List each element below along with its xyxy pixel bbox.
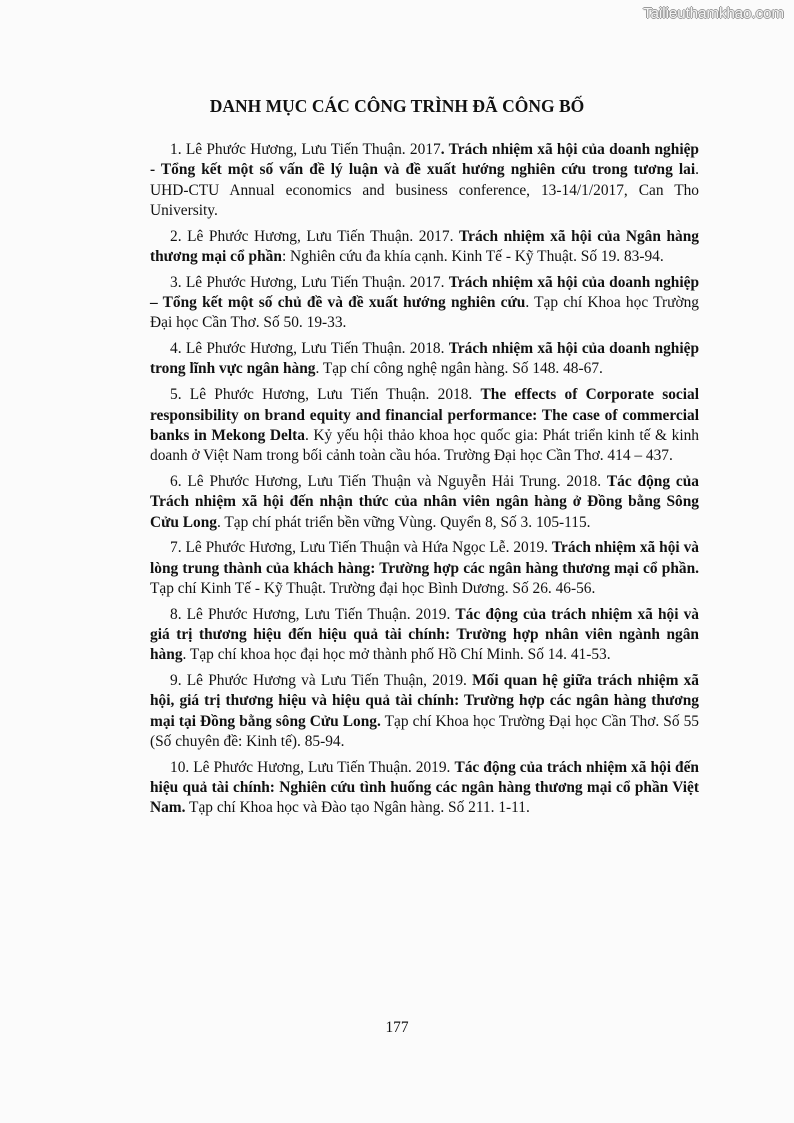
entry-source: . Tạp chí phát triển bền vững Vùng. Quyển 8, Số 3. 105-115. [216, 513, 591, 531]
entry-title: Mối quan hệ giữa trách nhiệm xã hội, giá trị thương hiệu và hiệu quả tài chính: Trường hợp các ngân hàng thương mại tại Đồng bằng sông Cửu Long. [150, 672, 699, 730]
entry-source: . Tạp chí công nghệ ngân hàng. Số 148. 48-67. [315, 360, 603, 378]
entry-authors: 5. Lê Phước Hương, Lưu Tiến Thuận. 2018. [170, 386, 481, 404]
entry-title: . Trách nhiệm xã hội của doanh nghiệp - Tổng kết một số vấn đề lý luận và đề xuất hướng nghiên cứu trong tương lai [150, 141, 699, 179]
entry-title: Trách nhiệm xã hội của doanh nghiệp trong lĩnh vực ngân hàng [150, 340, 700, 378]
entry-authors: 6. Lê Phước Hương, Lưu Tiến Thuận và Nguyễn Hải Trung. 2018. [170, 472, 607, 490]
entry-source: Tạp chí Khoa học và Đào tạo Ngân hàng. Số 211. 1-11. [185, 799, 530, 817]
watermark: Tailieuthamkhao.com [643, 5, 784, 22]
publication-entry [150, 472, 699, 533]
entry-source: Tạp chí Khoa học Trường Đại học Cần Thơ. Số 55 (Số chuyên đề: Kinh tế). 85-94. [150, 712, 699, 751]
entry-source: . Kỷ yếu hội thảo khoa học quốc gia: Phát triển kinh tế & kinh doanh ở Việt Nam trong bối cảnh toàn cầu hóa. Trường Đại học Cần Thơ. 414 – 437. [150, 426, 699, 465]
entry-source: . UHD-CTU Annual economics and business conference, 13-14/1/2017, Can Tho University. [150, 161, 699, 219]
entry-authors: 10. Lê Phước Hương, Lưu Tiến Thuận. 2019. [170, 758, 455, 776]
page-number: 177 [385, 1019, 409, 1036]
publication-list [150, 140, 699, 824]
entry-authors: 9. Lê Phước Hương và Lưu Tiến Thuận, 2019. [170, 672, 473, 690]
publication-entry [150, 385, 699, 466]
publication-entry [150, 671, 699, 752]
entry-title: Trách nhiệm xã hội của doanh nghiệp – Tổng kết một số chủ đề và đề xuất hướng nghiên cứu [150, 273, 700, 312]
entry-authors: 4. Lê Phước Hương, Lưu Tiến Thuận. 2018. [170, 340, 449, 358]
entry-source: Tạp chí Kinh Tế - Kỹ Thuật. Trường đại học Bình Dương. Số 26. 46-56. [150, 579, 596, 597]
entry-title: The effects of Corporate social responsibility on brand equity and financial performance: The case of commercial banks in Mekong Delta [150, 386, 699, 444]
entry-authors: 1. Lê Phước Hương, Lưu Tiến Thuận. 2017 [170, 141, 441, 158]
page-title: DANH MỤC CÁC CÔNG TRÌNH ĐÃ CÔNG BỐ [209, 96, 585, 116]
publication-entry [150, 227, 699, 268]
entry-authors: 8. Lê Phước Hương, Lưu Tiến Thuận. 2019. [170, 605, 456, 623]
publication-entry [150, 140, 699, 221]
entry-title: Tác động của trách nhiệm xã hội và giá trị thương hiệu đến hiệu quả tài chính: Trường hợp nhân viên ngành ngân hàng [150, 605, 699, 664]
publication-entry [150, 273, 699, 334]
entry-authors: 7. Lê Phước Hương, Lưu Tiến Thuận và Hứa Ngọc Lễ. 2019. [170, 539, 552, 557]
entry-source: . Tạp chí khoa học đại học mở thành phố Hồ Chí Minh. Số 14. 41-53. [182, 646, 611, 664]
entry-source: . Tạp chí Khoa học Trường Đại học Cần Thơ. Số 50. 19-33. [150, 294, 699, 332]
entry-authors: 3. Lê Phước Hương, Lưu Tiến Thuận. 2017. [170, 273, 449, 291]
publication-entry [150, 538, 699, 599]
entry-title: Tác động của trách nhiệm xã hội đến hiệu quả tài chính: Nghiên cứu tình huống các ngân hàng thương mại cổ phần Việt Nam. [150, 758, 699, 817]
entry-title: Tác động của Trách nhiệm xã hội đến nhận thức của nhân viên ngân hàng ở Đồng bằng Sông Cửu Long [150, 472, 699, 531]
entry-title: Trách nhiệm xã hội của Ngân hàng thương mại cổ phần [150, 227, 699, 265]
publication-entry [150, 339, 699, 380]
publication-entry [150, 605, 699, 666]
entry-title: Trách nhiệm xã hội và lòng trung thành của khách hàng: Trường hợp các ngân hàng thương mại cổ phần. [150, 539, 699, 577]
entry-authors: 2. Lê Phước Hương, Lưu Tiến Thuận. 2017. [170, 227, 459, 245]
entry-source: : Nghiên cứu đa khía cạnh. Kinh Tế - Kỹ Thuật. Số 19. 83-94. [281, 247, 664, 265]
publication-entry [150, 758, 699, 819]
